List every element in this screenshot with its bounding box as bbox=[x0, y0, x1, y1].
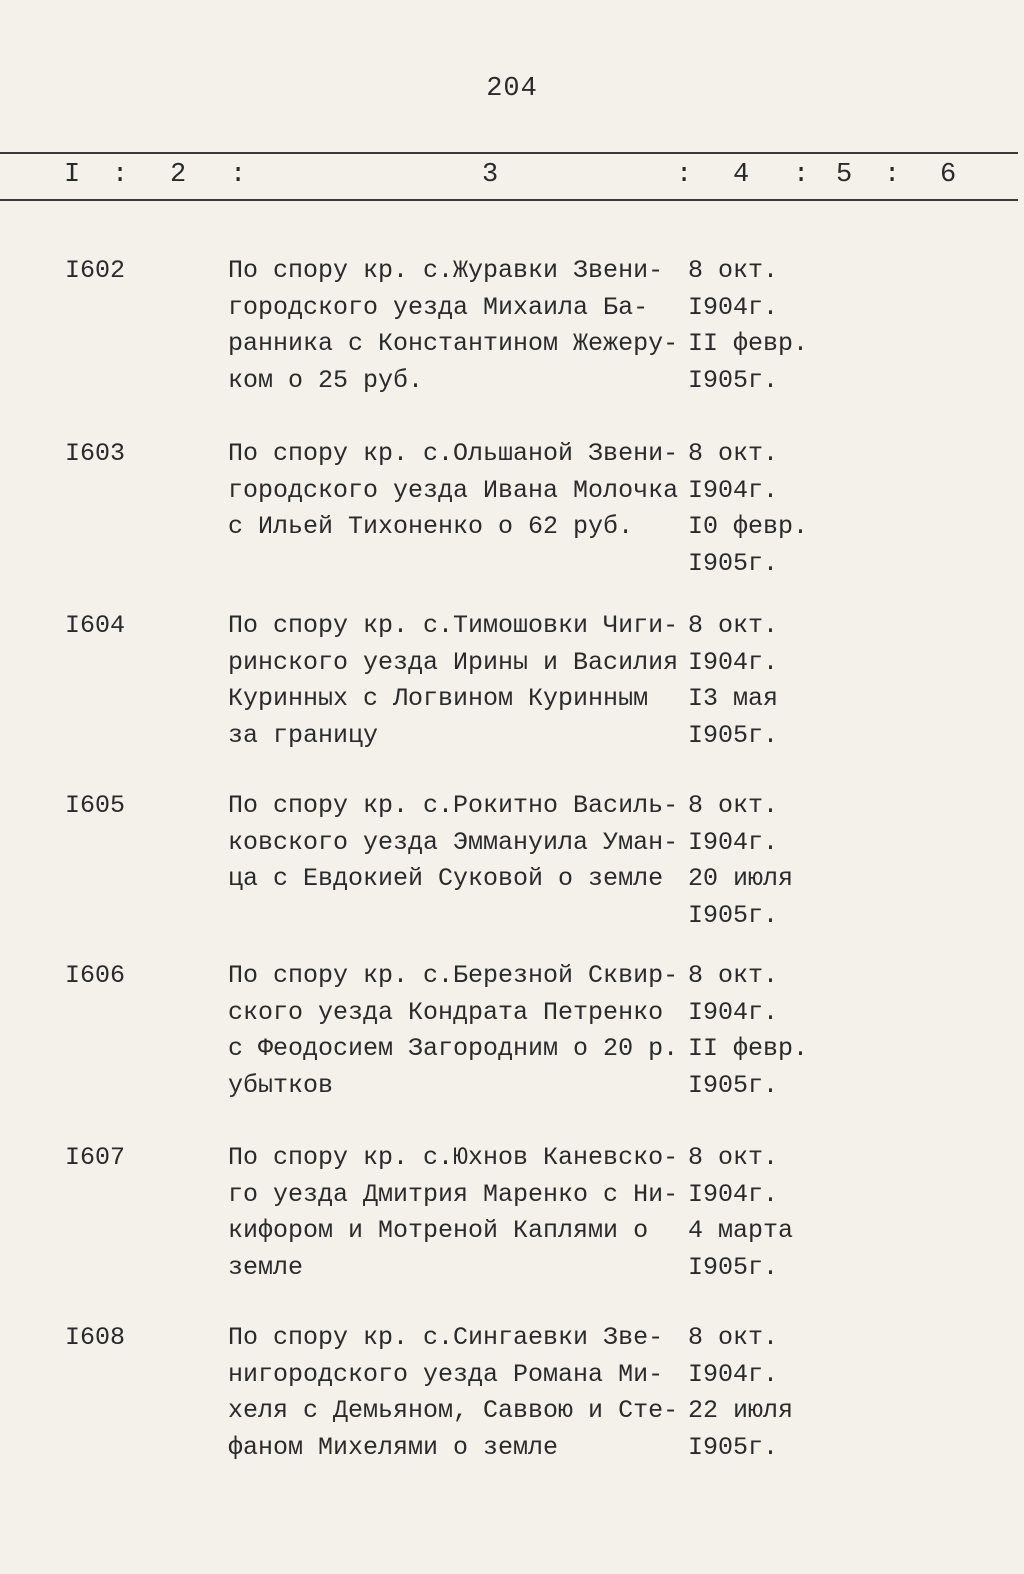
description-line: ринского уезда Ирины и Василия bbox=[228, 647, 679, 677]
entry-dates bbox=[688, 436, 848, 582]
entry-number: I608 bbox=[65, 1323, 126, 1352]
description-line: По спору кр. с.Березной Сквир- bbox=[228, 961, 679, 990]
date-line: I904г. bbox=[688, 475, 779, 505]
column-separator: : bbox=[112, 160, 129, 190]
date-line: II февр. bbox=[688, 1034, 809, 1063]
column-header-3: 3 bbox=[482, 160, 499, 190]
date-line: II февр. bbox=[688, 329, 809, 358]
date-line: I904г. bbox=[688, 997, 779, 1027]
entry-number: I606 bbox=[65, 961, 126, 990]
entry-dates bbox=[688, 1140, 848, 1286]
description-line: кифором и Мотреной Каплями о bbox=[228, 1216, 649, 1245]
column-header-4: 4 bbox=[733, 160, 750, 190]
header-rule-bottom bbox=[0, 199, 1018, 201]
page-number: 204 bbox=[486, 74, 538, 104]
description-line: По спору кр. с.Журавки Звени- bbox=[228, 256, 664, 285]
column-header-I: I bbox=[64, 160, 81, 190]
entry-description bbox=[228, 253, 678, 399]
entry-number: I607 bbox=[65, 1143, 126, 1172]
date-line: I904г. bbox=[688, 1359, 779, 1389]
entry-dates bbox=[688, 253, 848, 399]
date-line: 8 окт. bbox=[688, 791, 779, 820]
description-line: городского уезда Ивана Молочка bbox=[228, 475, 679, 505]
column-separator: : bbox=[793, 160, 810, 190]
entry-description bbox=[228, 608, 678, 754]
entry-dates bbox=[688, 1320, 848, 1466]
description-line: с Ильей Тихоненко о 62 руб. bbox=[228, 512, 634, 541]
column-header-2: 2 bbox=[170, 160, 187, 190]
date-line: 8 окт. bbox=[688, 256, 779, 285]
date-line: 4 марта bbox=[688, 1216, 794, 1245]
date-line: I905г. bbox=[688, 900, 779, 930]
entry-number: I605 bbox=[65, 791, 126, 820]
entry-number: I604 bbox=[65, 611, 126, 640]
date-line: I905г. bbox=[688, 1432, 779, 1462]
description-line: ранника с Константином Жежеру- bbox=[228, 329, 679, 358]
entry-number: I603 bbox=[65, 439, 126, 468]
description-line: По спору кр. с.Ольшаной Звени- bbox=[228, 439, 679, 468]
column-header-6: 6 bbox=[940, 160, 957, 190]
description-line: По спору кр. с.Тимошовки Чиги- bbox=[228, 611, 679, 640]
column-separator: : bbox=[676, 160, 693, 190]
entry-description bbox=[228, 1320, 678, 1466]
date-line: I3 мая bbox=[688, 684, 779, 713]
description-line: го уезда Дмитрия Маренко с Ни- bbox=[228, 1179, 679, 1209]
entry-description bbox=[228, 1140, 678, 1286]
description-line: с Феодосием Загородним о 20 р. bbox=[228, 1034, 679, 1063]
description-line: По спору кр. с.Рокитно Василь- bbox=[228, 791, 679, 820]
date-line: 22 июля bbox=[688, 1396, 794, 1425]
description-line: ковского уезда Эммануила Уман- bbox=[228, 827, 679, 857]
entry-dates bbox=[688, 788, 848, 934]
date-line: 8 окт. bbox=[688, 961, 779, 990]
entry-dates bbox=[688, 608, 848, 754]
entry-number: I602 bbox=[65, 256, 126, 285]
date-line: I905г. bbox=[688, 1252, 779, 1282]
date-line: I905г. bbox=[688, 365, 779, 395]
date-line: I904г. bbox=[688, 827, 779, 857]
date-line: I904г. bbox=[688, 292, 779, 322]
date-line: I905г. bbox=[688, 548, 779, 578]
description-line: ского уезда Кондрата Петренко bbox=[228, 997, 664, 1027]
description-line: Куринных с Логвином Куринным bbox=[228, 684, 649, 713]
date-line: 20 июля bbox=[688, 864, 794, 893]
description-line: нигородского уезда Романа Ми- bbox=[228, 1359, 664, 1389]
description-line: фаном Михелями о земле bbox=[228, 1432, 559, 1462]
column-separator: : bbox=[230, 160, 247, 190]
date-line: I905г. bbox=[688, 1070, 779, 1100]
date-line: 8 окт. bbox=[688, 1143, 779, 1172]
description-line: хеля с Демьяном, Саввою и Сте- bbox=[228, 1396, 679, 1425]
description-line: ца с Евдокией Суковой о земле bbox=[228, 864, 664, 893]
description-line: за границу bbox=[228, 720, 379, 750]
entry-dates bbox=[688, 958, 848, 1104]
entry-description bbox=[228, 958, 678, 1104]
description-line: ком о 25 руб. bbox=[228, 365, 424, 395]
entry-description bbox=[228, 436, 678, 546]
date-line: I0 февр. bbox=[688, 512, 809, 541]
date-line: 8 окт. bbox=[688, 611, 779, 640]
column-separator: : bbox=[884, 160, 901, 190]
date-line: I905г. bbox=[688, 720, 779, 750]
description-line: убытков bbox=[228, 1070, 334, 1100]
date-line: I904г. bbox=[688, 1179, 779, 1209]
date-line: 8 окт. bbox=[688, 1323, 779, 1352]
date-line: 8 окт. bbox=[688, 439, 779, 468]
header-rule-top bbox=[0, 152, 1018, 154]
description-line: По спору кр. с.Сингаевки Зве- bbox=[228, 1323, 664, 1352]
date-line: I904г. bbox=[688, 647, 779, 677]
column-header-5: 5 bbox=[836, 160, 853, 190]
description-line: По спору кр. с.Юхнов Каневско- bbox=[228, 1143, 679, 1172]
description-line: земле bbox=[228, 1252, 304, 1282]
entry-description bbox=[228, 788, 678, 898]
description-line: городского уезда Михаила Ба- bbox=[228, 292, 649, 322]
